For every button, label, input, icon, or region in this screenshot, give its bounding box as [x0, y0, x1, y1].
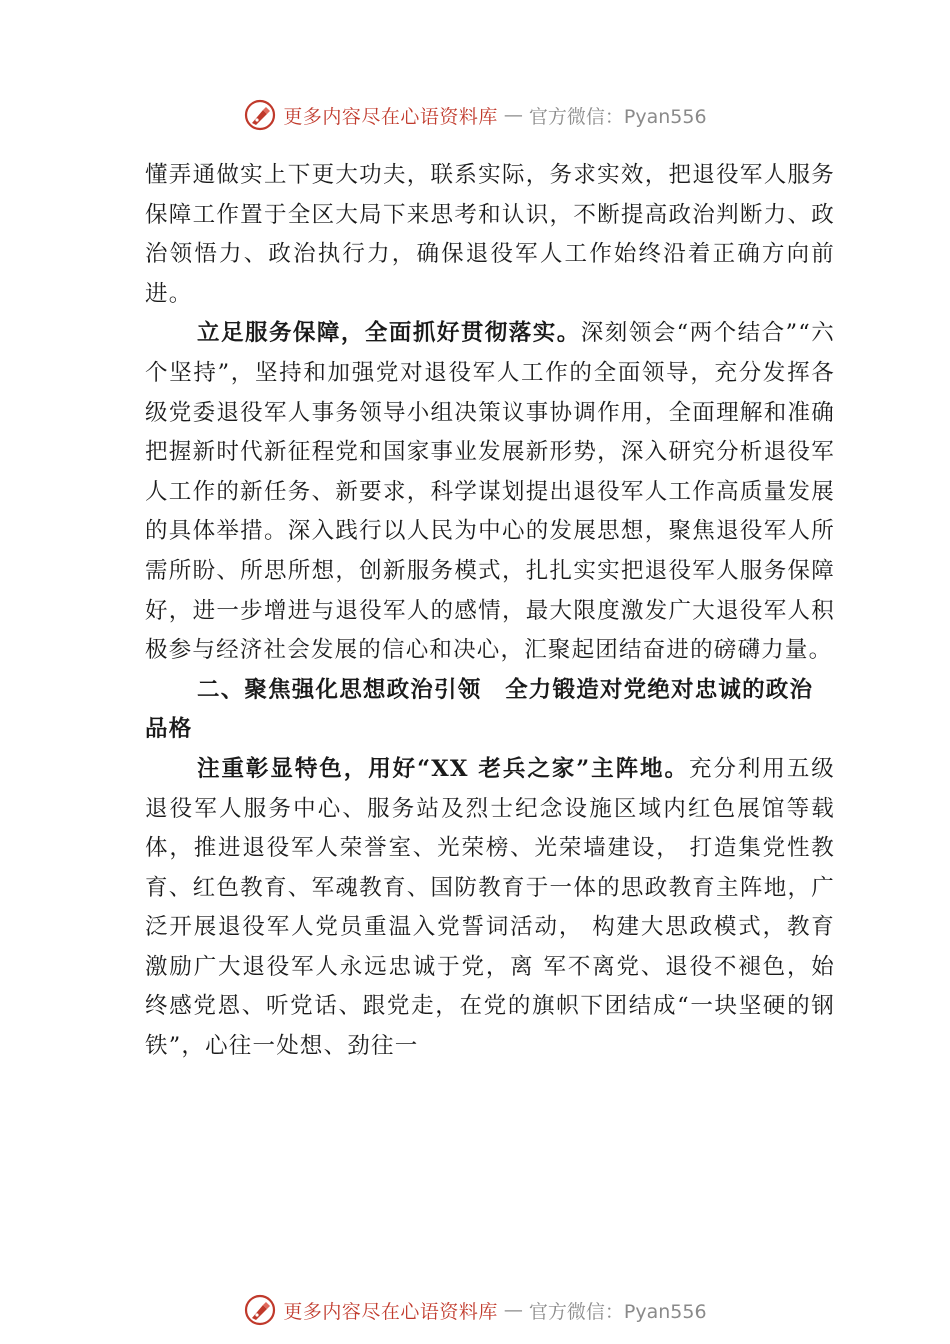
- watermark-wechat: 官方微信：Pyan556: [528, 1300, 707, 1323]
- pen-nib-icon: [243, 1293, 277, 1327]
- paragraph-3-lead: 注重彰显特色，用好“XX 老兵之家”主阵地。: [197, 755, 689, 782]
- document-body: [145, 156, 835, 1067]
- paragraph-3: [145, 750, 835, 1067]
- paragraph-1: [145, 156, 835, 314]
- paragraph-2-body: 深刻领会“两个结合”“六个坚持”，坚持和加强党对退役军人工作的全面领导，充分发挥各级党委退役军人事务领导小组决策议事协调作用，全面理解和准确把握新时代新征程党和国家事业发展新形势，深入研究分析退役军人工作的新任务、新要求，科学谋划提出退役军人工作高质量发展的具体举措。深入践行以人民为中心的发展思想，聚焦退役军人所需所盼、所思所想，创新服务模式，扎扎实实把退役军人服务保障好，进一步增进与退役军人的感情，最大限度激发广大退役军人积极参与经济社会发展的信心和决心，汇聚起团结奋进的磅礴力量。: [145, 320, 835, 664]
- watermark-separator: —: [503, 104, 523, 126]
- paragraph-1-body: 懂弄通做实上下更大功夫，联系实际，务求实效，把退役军人服务保障工作置于全区大局下来思考和认识，不断提高政治判断力、政治领悟力、政治执行力，确保退役军人工作始终沿着正确方向前进。: [145, 162, 835, 307]
- watermark-header: [0, 95, 950, 135]
- pen-nib-icon: [243, 98, 277, 132]
- watermark-footer: [0, 1290, 950, 1330]
- watermark-text: 更多内容尽在心语资料库: [283, 105, 498, 128]
- paragraph-3-body: 充分利用五级退役军人服务中心、服务站及烈士纪念设施区域内红色展馆等载体，推进退役军人荣誉室、光荣榜、光荣墙建设， 打造集党性教育、红色教育、军魂教育、国防教育于一体的思政教育主阵地，广泛开展退役军人党员重温入党誓词活动， 构建大思政模式，教育激励广大退役军人永远忠诚于党，离 军不离党、退役不褪色，始终感党恩、听党话、跟党走，在党的旗帜下团结成“一块坚硬的钢铁”，心往一处想、劲往一: [145, 755, 835, 1060]
- paragraph-2: [145, 314, 835, 670]
- watermark-separator: —: [503, 1299, 523, 1321]
- section-heading: 二、聚焦强化思想政治引领 全力锻造对党绝对忠诚的政治品格: [145, 676, 814, 743]
- watermark-wechat: 官方微信：Pyan556: [528, 105, 707, 128]
- paragraph-2-lead: 立足服务保障，全面抓好贯彻落实。: [197, 320, 581, 347]
- watermark-text: 更多内容尽在心语资料库: [283, 1300, 498, 1323]
